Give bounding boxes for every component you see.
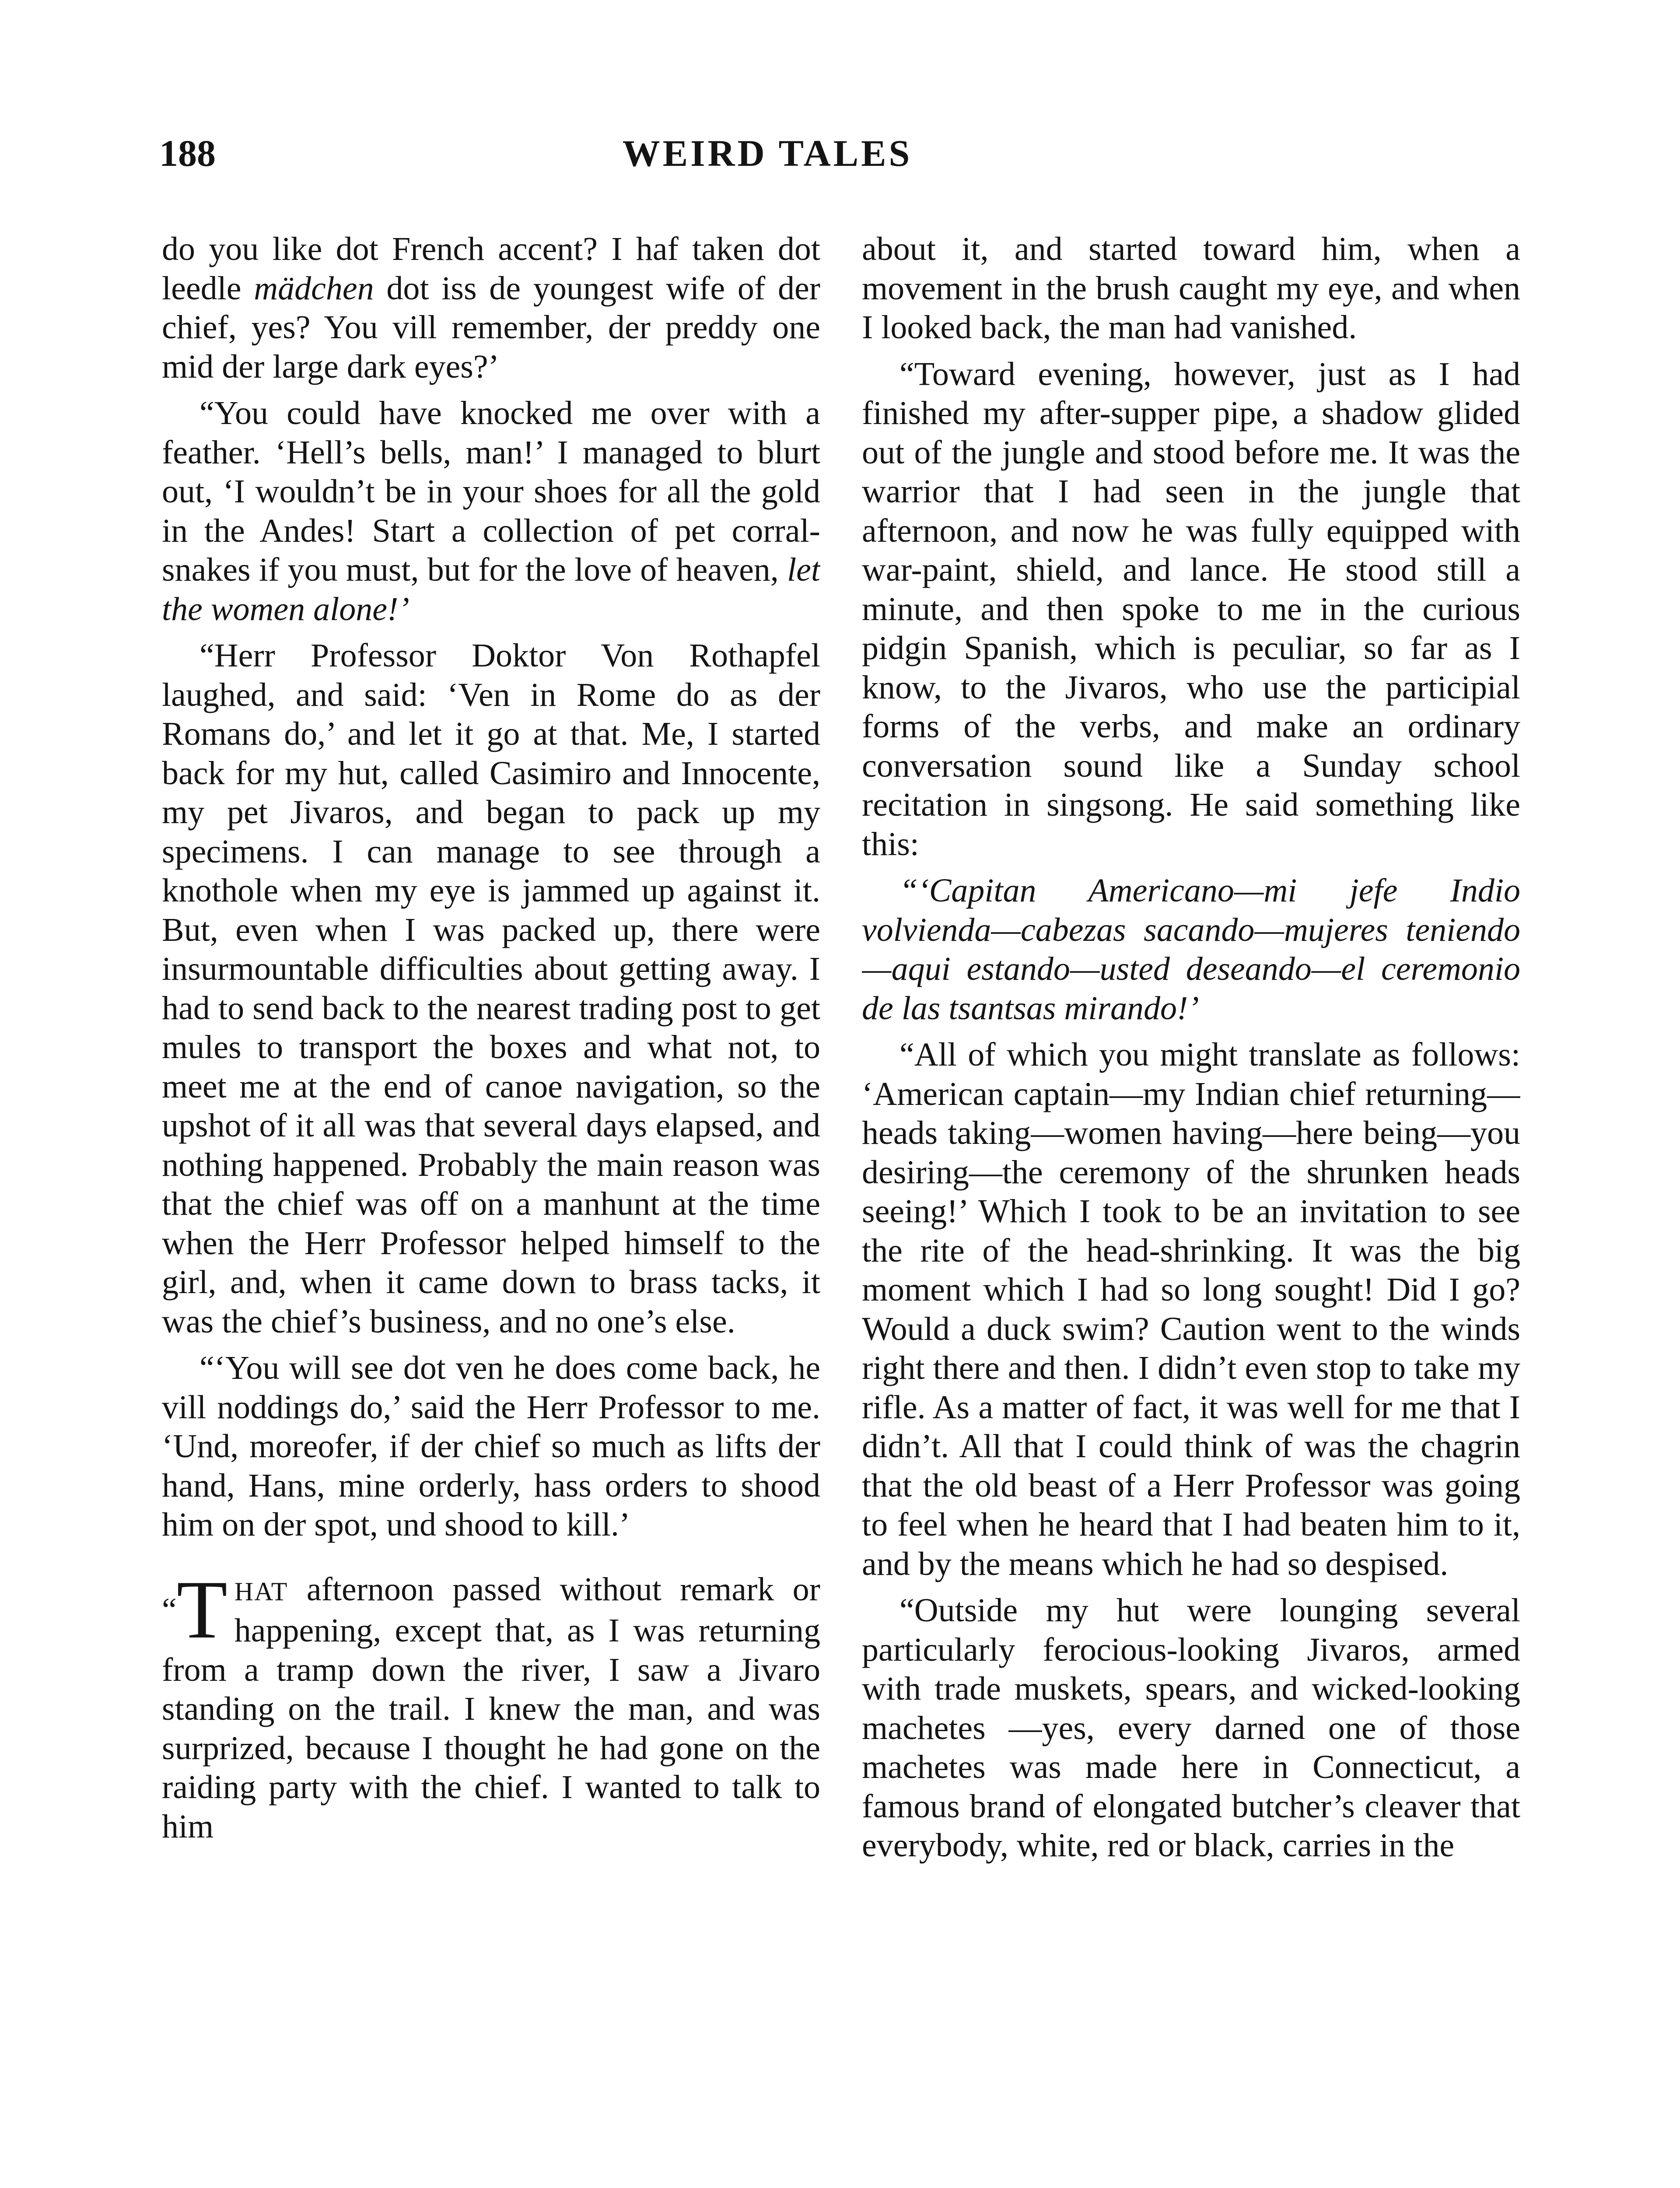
section-opening-paragraph xyxy=(162,1564,820,1847)
running-title: WEIRD TALES xyxy=(622,132,913,174)
paragraph: “Toward evening, however, just as I had finished my after-supper pipe, a shadow glided out of the jungle and stood before me. It was the warrior that I had seen in the jungle that afternoon, and now he was fully equipped with war-paint, shield, and lance. He stood still a minute, and then spoke to me in the curious pidgin Spanish, which is peculiar, so far as I know, to the Jivaros, who use the participial forms of the verbs, and make an ordinary conversation sound like a Sunday school recitation in singsong. He said something like this: xyxy=(862,355,1520,863)
italic-text: “‘Capitan Americano—mi jefe Indio volvienda—cabezas sacando—mujeres teniendo—aqui estando—usted deseando—el ceremonio de las tsantsas mirando!’ xyxy=(862,872,1520,1027)
paragraph: about it, and started toward him, when a movement in the brush caught my eye, and when I looked back, the man had vanished. xyxy=(862,231,1520,346)
paragraph-text: do you like dot French accent? I haf taken dot leedle xyxy=(162,231,820,307)
italic-text: mädchen xyxy=(254,270,374,307)
drop-cap xyxy=(162,1564,228,1656)
paragraph: “‘You will see dot ven he does come back, he vill noddings do,’ said the Herr Professor to me. ‘Und, moreofer, if der chief so much as lifts der hand, Hans, mine orderly, hass orders to shood him on der spot, und shood to kill.’ xyxy=(162,1350,820,1543)
paragraph xyxy=(162,394,820,629)
paragraph xyxy=(162,230,820,386)
left-column xyxy=(162,230,820,2188)
page-number: 188 xyxy=(159,132,216,174)
paragraph: “Herr Professor Doktor Von Rothapfel laughed, and said: ‘Ven in Rome do as der Romans do,’ and let it go at that. Me, I started back for my hut, called Casimiro and Innocente, my pet Jivaros, and began to pack up my specimens. I can manage to see through a knothole when my eye is jammed up against it. But, even when I was packed up, there were insurmountable difficulties about getting away. I had to send back to the nearest trading post to get mules to transport the boxes and what not, to meet me at the end of canoe navigation, so the upshot of it all was that several days elapsed, and nothing happened. Probably the main reason was that the chief was off on a manhunt at the time when the Herr Professor helped himself to the girl, and, when it came down to brass tacks, it was the chief’s business, and no one’s else. xyxy=(162,637,820,1340)
paragraph: “All of which you might translate as follows: ‘American captain—my Indian chief returning—heads taking—women having—here being—you desiring—the ceremony of the shrunken heads seeing!’ Which I took to be an invitation to see the rite of the head-shrinking. It was the big moment which I had so long sought! Did I go? Would a duck swim? Caution went to the winds right there and then. I didn’t even stop to take my rifle. As a matter of fact, it was well for me that I didn’t. All that I could think of was the chagrin that the old beast of a Herr Professor was going to feel when he heard that I had beaten him to it, and by the means which he had so despised. xyxy=(862,1036,1520,1582)
drop-cap-quote: “ xyxy=(162,1591,177,1628)
drop-cap-letter: T xyxy=(176,1564,228,1656)
page-header xyxy=(159,129,1524,177)
paragraph: “Outside my hut were lounging several particularly ferocious-looking Jivaros, armed with trade muskets, spears, and wicked-looking machetes —yes, every darned one of those machetes was made here in Connecticut, a famous brand of elongated butcher’s cleaver that everybody, white, red or black, carries in the xyxy=(862,1592,1520,1864)
right-column xyxy=(862,230,1520,2188)
spanish-quote xyxy=(862,871,1520,1028)
small-caps-text: HAT xyxy=(234,1577,288,1606)
paragraph-text: “You could have knocked me over with a feather. ‘Hell’s bells, man!’ I managed to blurt out, ‘I wouldn’t be in your shoes for all the gold in the Andes! Start a collection of pet corral-snakes if you must, but for the love of heaven, xyxy=(162,395,820,588)
paragraph-text: afternoon passed without remark or happening, except that, as I was returning from a tramp down the river, I saw a Jivaro standing on the trail. I knew the man, and was surprized, because I thought he had gone on the raiding party with the chief. I wanted to talk to him xyxy=(162,1571,820,1845)
italic-text: let the women alone!’ xyxy=(162,551,820,628)
paragraph-text: dot iss de youngest wife of der chief, yes? You vill remember, der preddy one mid der large dark eyes?’ xyxy=(162,270,820,385)
